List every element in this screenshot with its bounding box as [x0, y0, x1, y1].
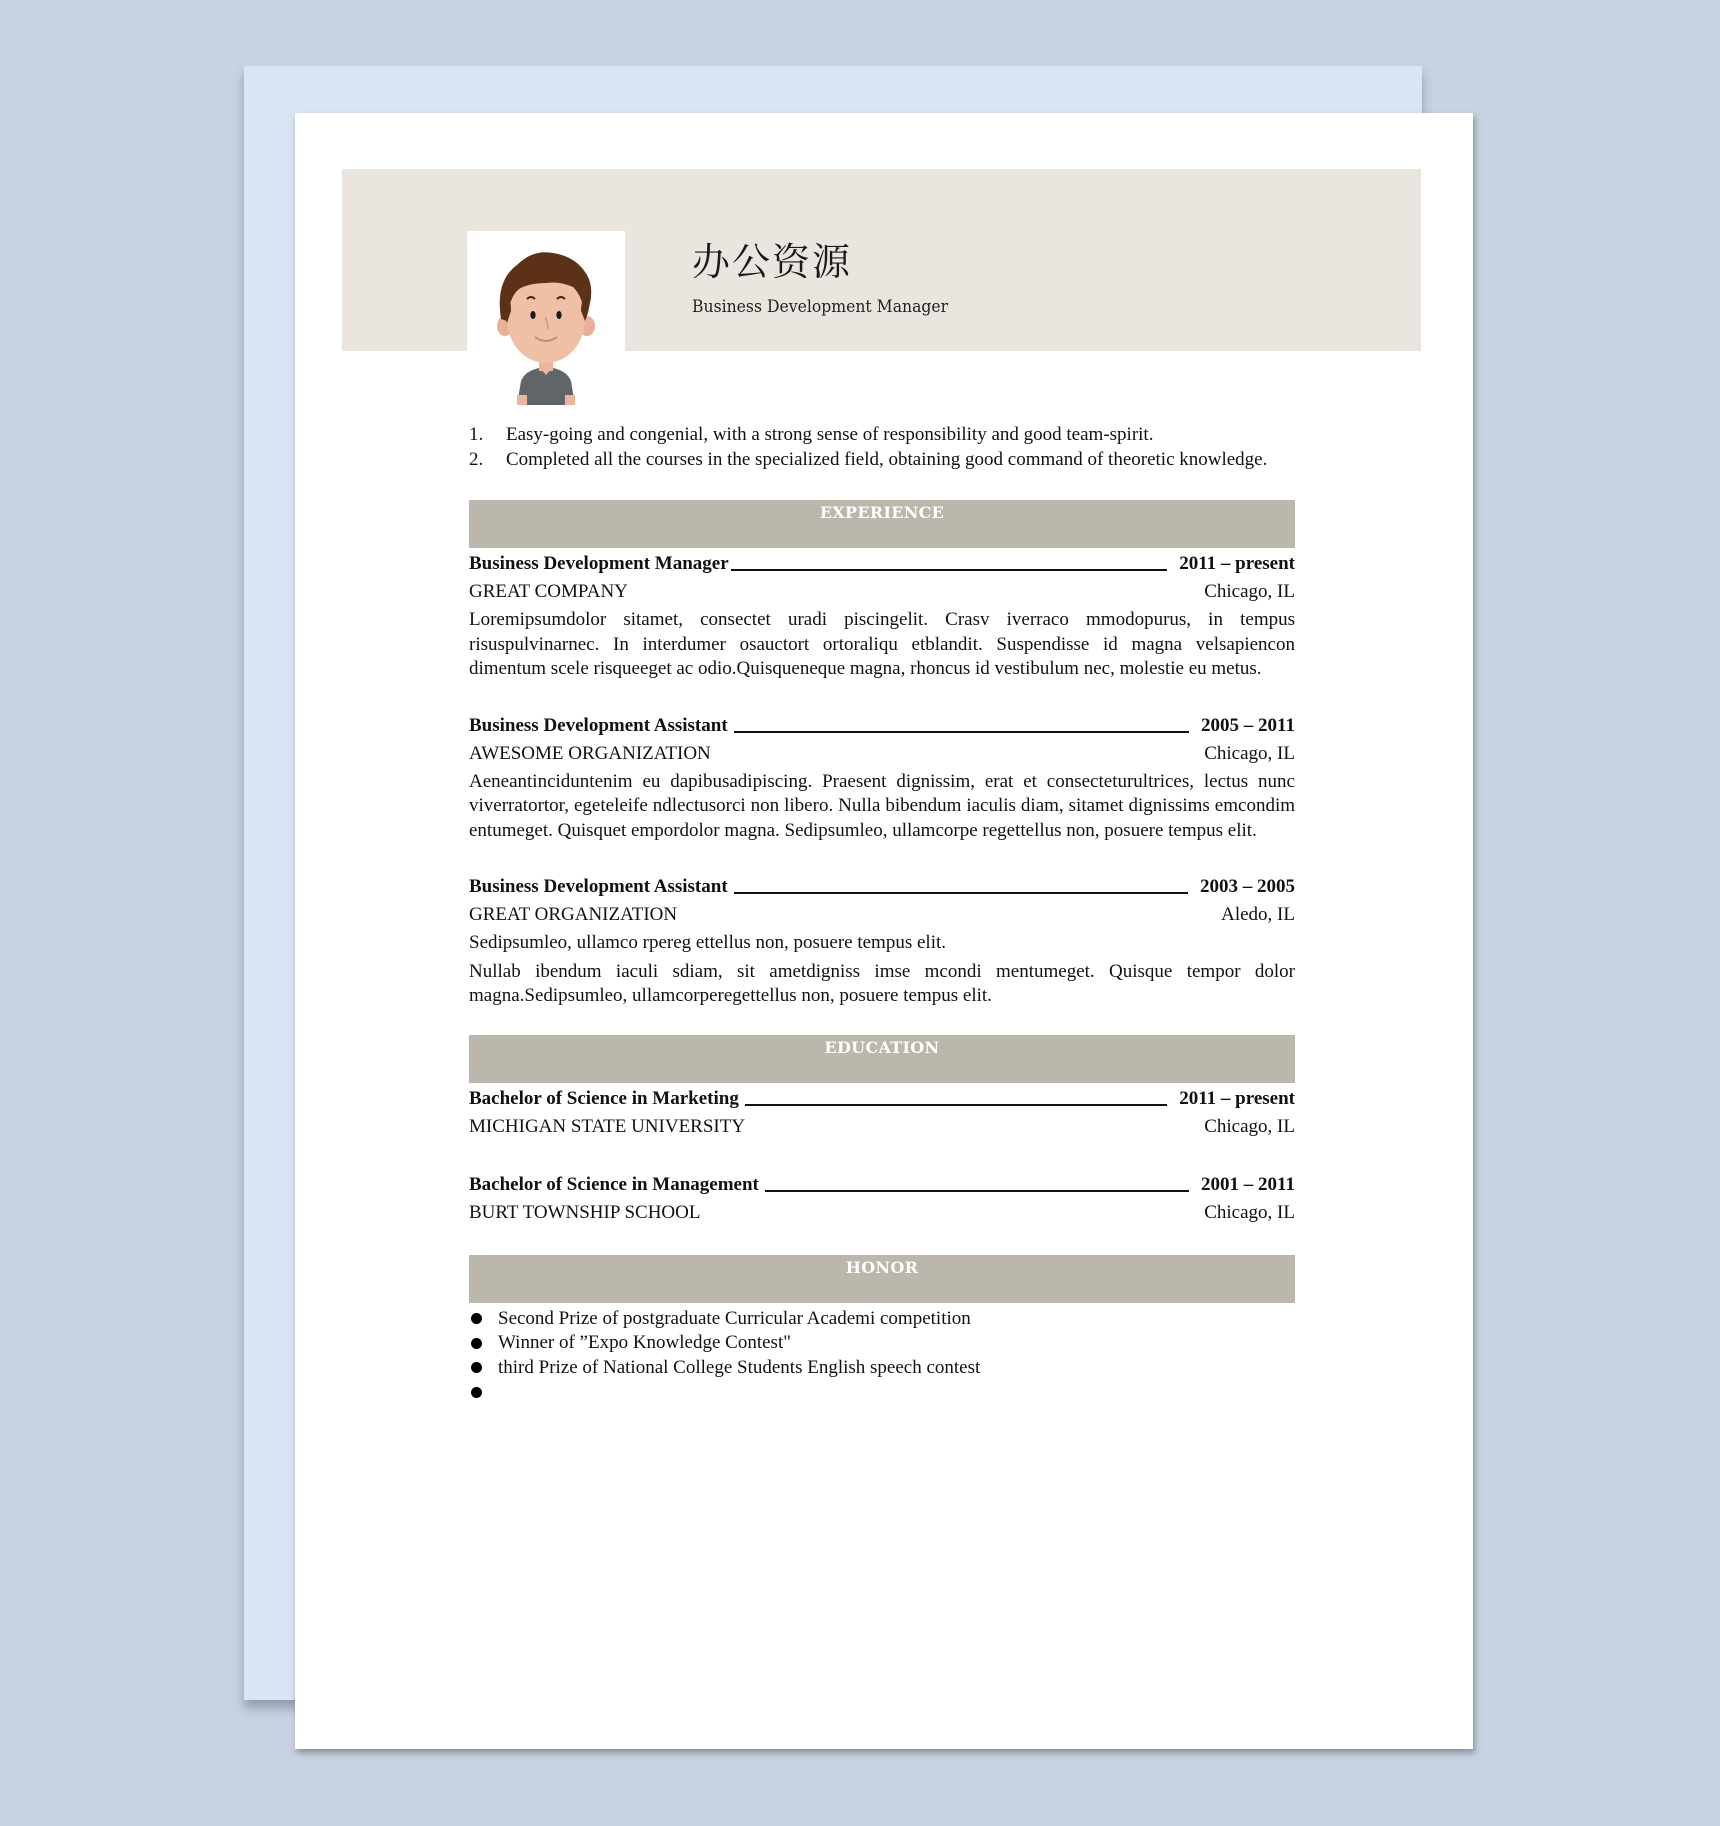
entry-title: Business Development Assistant: [469, 876, 728, 897]
honor-item: [469, 1307, 1295, 1332]
entry-org-row: [469, 740, 1295, 768]
entry-organization: MICHIGAN STATE UNIVERSITY: [469, 1115, 746, 1137]
entry-org-row: [469, 901, 1295, 929]
intro-item: [469, 423, 1295, 448]
entry-title-row: [469, 1085, 1295, 1113]
honor-item: [469, 1331, 1295, 1356]
title-underline: [731, 569, 1168, 571]
entry-description: Nullab ibendum iaculi sdiam, sit ametdigniss imse mcondi mentumeget. Quisque tempor dolor magna.Sedipsumleo, ullamcorperegettellus non, posuere tempus elit.: [469, 960, 1295, 1006]
experience-entry: [469, 712, 1295, 844]
honor-text: third Prize of National College Students English speech contest: [498, 1356, 981, 1378]
entry-organization: BURT TOWNSHIP SCHOOL: [469, 1201, 701, 1223]
honor-text: Winner of ”Expo Knowledge Contest": [498, 1332, 791, 1353]
bullet-icon: [471, 1362, 482, 1373]
title-underline: [734, 731, 1189, 733]
education-heading: EDUCATION: [469, 1035, 1295, 1083]
entry-location: Chicago, IL: [1204, 1115, 1295, 1137]
entry-organization: GREAT ORGANIZATION: [469, 904, 678, 925]
entry-description: Aeneantinciduntenim eu dapibusadipiscing. Praesent dignissim, erat et consecteturultrices, lectus nunc viverratortor, egeteleife ndlectusorci non libero. Nulla bibendum iaculis diam, sitamet dignissims emcondim entumeget. Quisquet empordolor magna. Sedipsumleo, ullamcorpe regettellus non, posuere tempus elit.: [469, 770, 1295, 841]
intro-list: [469, 423, 1295, 472]
entry-title-row: [469, 1171, 1295, 1199]
resume-name: 办公资源: [692, 240, 853, 284]
entry-title: Business Development Manager: [469, 553, 729, 574]
education-entry: [469, 1171, 1295, 1227]
entry-location: Aledo, IL: [1221, 904, 1295, 925]
title-underline: [734, 892, 1188, 894]
bullet-icon: [471, 1313, 482, 1324]
honor-list: [469, 1307, 1295, 1405]
entry-location: Chicago, IL: [1204, 581, 1295, 602]
entry-organization: GREAT COMPANY: [469, 581, 628, 602]
entry-location: Chicago, IL: [1204, 1201, 1295, 1223]
honor-item: [469, 1356, 1295, 1381]
entry-date: 2001 – 2011: [1201, 1173, 1295, 1195]
entry-title-row: [469, 712, 1295, 740]
intro-number: 1.: [469, 424, 484, 445]
intro-text: Easy-going and congenial, with a strong sense of responsibility and good team-spirit.: [506, 424, 1154, 445]
experience-entry: [469, 550, 1295, 682]
entry-title: Business Development Assistant: [469, 714, 728, 736]
resume-page: [295, 113, 1473, 1749]
cartoon-boy-avatar-icon: [467, 231, 625, 405]
honor-heading: HONOR: [469, 1255, 1295, 1303]
experience-heading: EXPERIENCE: [469, 500, 1295, 548]
entry-description: Loremipsumdolor sitamet, consectet uradi piscingelit. Crasv iverraco mmodopurus, in tempus risuspulvinarnec. In interdumer osauctort ortoraliqu etblandit. Suspendisse id magna velsapiencon dimentum scele risqueeget ac odio.Quisqueneque magna, rhoncus id vestibulum nec, molestie eu metus.: [469, 609, 1295, 679]
entry-organization: AWESOME ORGANIZATION: [469, 742, 711, 764]
bullet-icon: [471, 1387, 482, 1398]
entry-date: 2011 – present: [1179, 553, 1295, 574]
entry-org-row: [469, 578, 1295, 606]
entry-title-row: [469, 873, 1295, 901]
entry-description: Sedipsumleo, ullamco rpereg ettellus non, posuere tempus elit.: [469, 932, 947, 953]
intro-item: [469, 448, 1295, 473]
experience-entry: [469, 873, 1295, 1009]
avatar: [467, 231, 625, 405]
entry-org-row: [469, 1199, 1295, 1227]
title-underline: [745, 1104, 1167, 1106]
entry-title-row: [469, 550, 1295, 578]
entry-title: Bachelor of Science in Management: [469, 1173, 759, 1195]
honor-text: Second Prize of postgraduate Curricular Academi competition: [498, 1307, 971, 1329]
resume-content: [469, 423, 1295, 1405]
honor-item: [469, 1380, 1295, 1405]
bullet-icon: [471, 1338, 482, 1349]
intro-number: 2.: [469, 448, 484, 470]
entry-location: Chicago, IL: [1204, 742, 1295, 764]
entry-title: Bachelor of Science in Marketing: [469, 1087, 739, 1109]
resume-subtitle: Business Development Manager: [692, 297, 949, 317]
entry-date: 2011 – present: [1179, 1087, 1295, 1109]
education-entry: [469, 1085, 1295, 1141]
entry-date: 2005 – 2011: [1201, 714, 1295, 736]
intro-text: Completed all the courses in the specialized field, obtaining good command of theoretic knowledge.: [506, 448, 1268, 470]
entry-date: 2003 – 2005: [1200, 876, 1295, 897]
entry-org-row: [469, 1113, 1295, 1141]
title-underline: [765, 1190, 1189, 1192]
